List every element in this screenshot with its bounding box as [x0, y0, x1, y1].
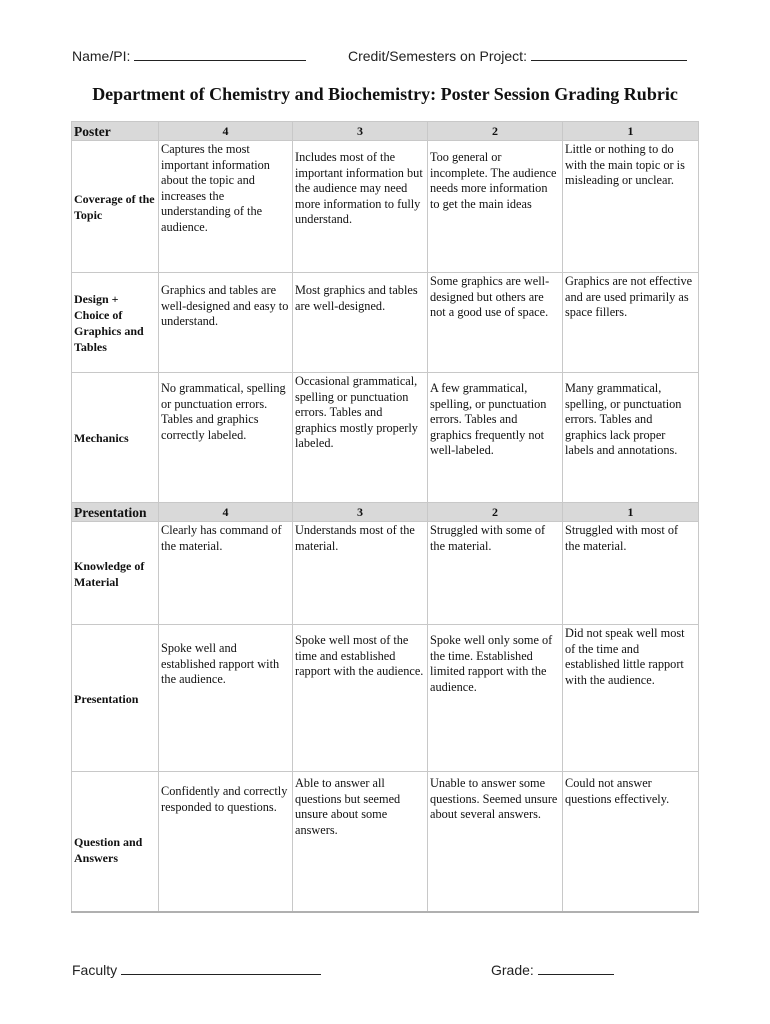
- rubric-cell: A few grammatical, spelling, or punctuation errors. Tables and graphics frequently not well-labeled.: [428, 373, 563, 503]
- rubric-row-design: [72, 273, 699, 373]
- name-pi-blank[interactable]: [134, 46, 306, 61]
- criterion-label: Coverage of the Topic: [72, 141, 159, 273]
- rubric-cell: Captures the most important information about the topic and increases the understanding of the audience.: [159, 141, 293, 273]
- rubric-row-mechanics: [72, 373, 699, 503]
- score-header: 4: [159, 503, 293, 522]
- score-header: 1: [563, 503, 699, 522]
- faculty-field: [72, 960, 321, 978]
- credit-semesters-blank[interactable]: [531, 46, 687, 61]
- criterion-label: Design + Choice of Graphics and Tables: [72, 273, 159, 373]
- criterion-label: Mechanics: [72, 373, 159, 503]
- rubric-cell: Able to answer all questions but seemed unsure about some answers.: [293, 772, 428, 912]
- grade-field: [491, 960, 614, 978]
- criterion-label: Presentation: [72, 625, 159, 772]
- score-header: 2: [428, 503, 563, 522]
- score-header: 3: [293, 122, 428, 141]
- score-header: 4: [159, 122, 293, 141]
- rubric-cell: Spoke well most of the time and established rapport with the audience.: [293, 625, 428, 772]
- score-header: 2: [428, 122, 563, 141]
- rubric-cell: Could not answer questions effectively.: [563, 772, 699, 912]
- name-pi-field: [72, 46, 306, 64]
- name-pi-label: Name/PI:: [72, 48, 131, 64]
- credit-semesters-label: Credit/Semesters on Project:: [348, 48, 527, 64]
- rubric-cell: Struggled with some of the material.: [428, 522, 563, 625]
- rubric-cell: Graphics are not effective and are used primarily as space fillers.: [563, 273, 699, 373]
- rubric-cell: Did not speak well most of the time and established little rapport with the audience.: [563, 625, 699, 772]
- faculty-blank[interactable]: [121, 960, 321, 975]
- faculty-label: Faculty: [72, 962, 118, 978]
- rubric-cell: Occasional grammatical, spelling or punctuation errors. Tables and graphics mostly properly labeled.: [293, 373, 428, 503]
- rubric-cell: Unable to answer some questions. Seemed unsure about several answers.: [428, 772, 563, 912]
- rubric-cell: Graphics and tables are well-designed and easy to understand.: [159, 273, 293, 373]
- presentation-header-row: [72, 503, 699, 522]
- rubric-cell: Some graphics are well-designed but others are not a good use of space.: [428, 273, 563, 373]
- rubric-cell: Many grammatical, spelling, or punctuation errors. Tables and graphics lack proper labels and annotations.: [563, 373, 699, 503]
- rubric-cell: Struggled with most of the material.: [563, 522, 699, 625]
- poster-section-label: Poster: [72, 122, 159, 141]
- rubric-row-coverage: [72, 141, 699, 273]
- rubric-row-knowledge: [72, 522, 699, 625]
- presentation-section-label: Presentation: [72, 503, 159, 522]
- rubric-row-presentation: [72, 625, 699, 772]
- rubric-cell: No grammatical, spelling or punctuation errors. Tables and graphics correctly labeled.: [159, 373, 293, 503]
- grade-blank[interactable]: [538, 960, 614, 975]
- credit-semesters-field: [348, 46, 687, 64]
- rubric-cell: Little or nothing to do with the main topic or is misleading or unclear.: [563, 141, 699, 273]
- poster-header-row: [72, 122, 699, 141]
- rubric-cell: Understands most of the material.: [293, 522, 428, 625]
- score-header: 3: [293, 503, 428, 522]
- rubric-row-questions: [72, 772, 699, 912]
- rubric-cell: Clearly has command of the material.: [159, 522, 293, 625]
- rubric-cell: Too general or incomplete. The audience needs more information to get the main ideas: [428, 141, 563, 273]
- rubric-cell: Spoke well and established rapport with the audience.: [159, 625, 293, 772]
- rubric-cell: Most graphics and tables are well-designed.: [293, 273, 428, 373]
- criterion-label: Knowledge of Material: [72, 522, 159, 625]
- page-title: Department of Chemistry and Biochemistry: Poster Session Grading Rubric: [92, 84, 678, 104]
- rubric-cell: Spoke well only some of the time. Established limited rapport with the audience.: [428, 625, 563, 772]
- grade-label: Grade:: [491, 962, 534, 978]
- criterion-label: Question and Answers: [72, 772, 159, 912]
- score-header: 1: [563, 122, 699, 141]
- rubric-cell: Includes most of the important information but the audience may need more information to fully understand.: [293, 141, 428, 273]
- rubric-table: [71, 121, 699, 913]
- rubric-cell: Confidently and correctly responded to questions.: [159, 772, 293, 912]
